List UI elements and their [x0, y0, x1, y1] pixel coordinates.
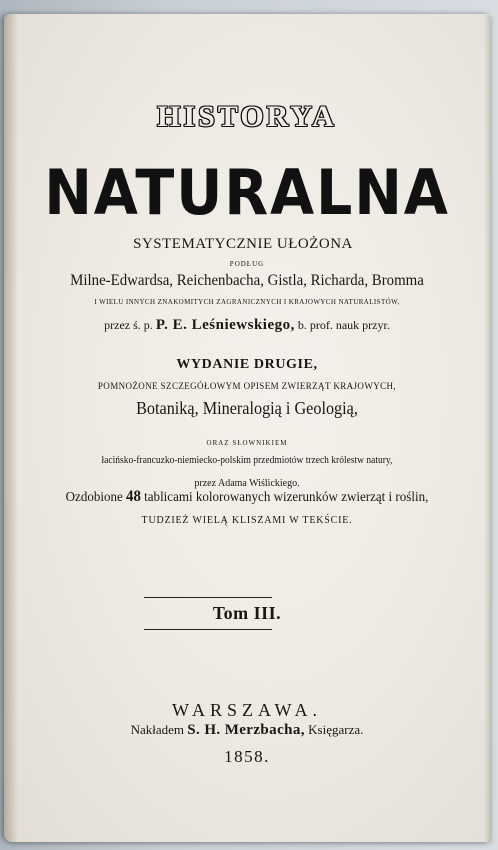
plates-line	[21, 488, 473, 506]
engravings-line: TUDZIEŻ WIELĄ KLISZAMI W TEKŚCIE.	[141, 515, 353, 526]
title-line-2: NATURALNA	[44, 156, 450, 229]
plates-count: 48	[126, 488, 141, 505]
author-prefix: przez ś. p.	[104, 318, 153, 332]
plates-suffix: tablicami kolorowanych wizerunków zwierząt i roślin,	[144, 490, 429, 505]
edition-line: WYDANIE DRUGIE,	[176, 357, 318, 372]
dictionary-author: przez Adama Wiślickiego.	[194, 478, 300, 489]
expanded-line: POMNOŻONE SZCZEGÓŁOWYM OPISEM ZWIERZĄT KRAJOWYCH,	[97, 381, 397, 391]
title-line-1: HISTORYA	[157, 100, 337, 133]
city-line: WARSZAWA.	[171, 700, 323, 720]
sciences-line: Botaniką, Mineralogią i Geologią,	[136, 398, 358, 418]
volume-label: Tom III.	[212, 603, 282, 623]
publisher-suffix: Księgarza.	[308, 722, 364, 737]
dictionary-line: łacińsko-francuzko-niemiecko-polskim przedmiotów trzech królestw natury,	[101, 455, 393, 466]
other-naturalists-line: I WIELU INNYCH ZNAKOMITYCH ZAGRANICZNYCH I KRAJOWYCH NATURALISTÓW,	[94, 298, 400, 306]
title-page	[4, 14, 490, 842]
authors-line: Milne-Edwardsa, Reichenbacha, Gistla, Richarda, Bromma	[70, 272, 424, 289]
publisher-name: S. H. Merzbacha,	[187, 722, 305, 738]
year-line: 1858.	[224, 747, 270, 766]
author-suffix: b. prof. nauk przyr.	[297, 318, 390, 332]
podlug-label: PODŁUG	[229, 260, 265, 268]
volume-rule-top	[144, 597, 272, 598]
publisher-line	[4, 722, 490, 739]
plates-prefix: Ozdobione	[65, 490, 123, 505]
volume-rule-bottom	[144, 629, 272, 630]
publisher-prefix: Nakładem	[130, 722, 185, 737]
author-name: P. E. Leśniewskiego,	[155, 317, 295, 333]
oraz-label: ORAZ SŁOWNIKIEM	[206, 439, 288, 447]
author-credit	[4, 317, 490, 334]
subtitle: SYSTEMATYCZNIE UŁOŻONA	[133, 236, 353, 252]
